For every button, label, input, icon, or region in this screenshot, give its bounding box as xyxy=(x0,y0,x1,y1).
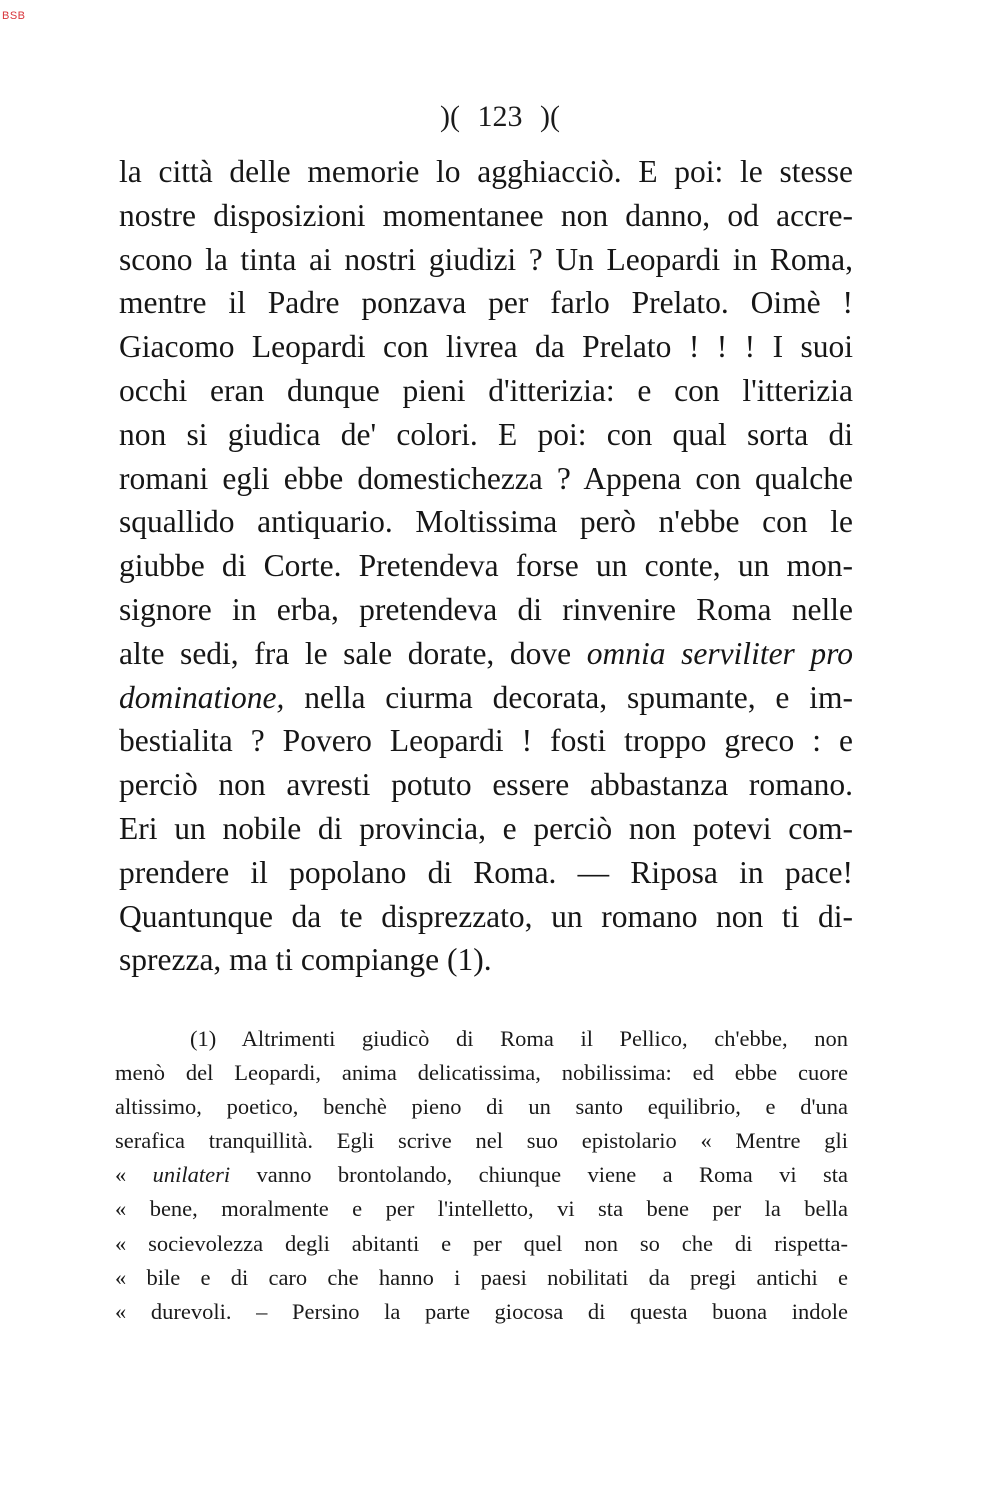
text-line: non si giudica de' colori. E poi: con qual sorta di xyxy=(119,416,853,452)
footnote-line: altissimo, poetico, benchè pieno di un santo equilibrio, e d'una xyxy=(115,1094,848,1120)
text-line: bestialita ? Povero Leopardi ! fosti troppo greco : e xyxy=(119,723,853,759)
footnote-line: (1) Altrimenti giudicò di Roma il Pellico, ch'ebbe, non xyxy=(190,1026,848,1051)
footnote-line: serafica tranquillità. Egli scrive nel suo epistolario « Mentre gli xyxy=(115,1128,848,1154)
text-line: scono la tinta ai nostri giudizi ? Un Leopardi in Roma, xyxy=(119,241,853,277)
text-line: Giacomo Leopardi con livrea da Prelato ! ! ! I suoi xyxy=(119,329,853,365)
main-paragraph xyxy=(119,150,853,982)
page-number: 123 xyxy=(477,100,523,133)
text-line: la città delle memorie lo agghiacciò. E poi: le stesse xyxy=(119,154,853,189)
footnote-line: « socievolezza degli abitanti e per quel non so che di rispetta- xyxy=(115,1230,848,1256)
text-line: alte sedi, fra le sale dorate, dove omnia serviliter pro xyxy=(119,635,853,671)
header-ornament-left: )( xyxy=(440,100,460,133)
footnote-line: « durevoli. – Persino la parte giocosa di questa buona indole xyxy=(115,1298,848,1324)
library-watermark: BSB xyxy=(2,10,26,22)
text-line: signore in erba, pretendeva di rinvenire Roma nelle xyxy=(119,591,853,627)
text-line: perciò non avresti potuto essere abbastanza romano. xyxy=(119,767,853,803)
text-line: squallido antiquario. Moltissima però n'ebbe con le xyxy=(119,504,853,540)
latin-quote: omnia serviliter pro xyxy=(586,635,853,671)
text-line: Quantunque da te disprezzato, un romano non ti di- xyxy=(119,898,853,934)
text-line: nostre disposizioni momentanee non danno, od accre- xyxy=(119,197,853,233)
footnote-line: « unilateri vanno brontolando, chiunque viene a Roma vi sta xyxy=(115,1162,848,1188)
footnote-line: « bile e di caro che hanno i paesi nobilitati da pregi antichi e xyxy=(115,1264,848,1290)
footnote xyxy=(115,1022,848,1329)
text-line: Eri un nobile di provincia, e perciò non potevi com- xyxy=(119,810,853,846)
footnote-line: menò del Leopardi, anima delicatissima, nobilissima: ed ebbe cuore xyxy=(115,1060,848,1086)
text-line: occhi eran dunque pieni d'itterizia: e con l'itterizia xyxy=(119,372,853,408)
page-header xyxy=(0,100,1000,134)
header-ornament-right: )( xyxy=(540,100,560,133)
italic-term: unilateri xyxy=(152,1162,231,1188)
text-line: sprezza, ma ti compiange (1). xyxy=(119,942,492,978)
footnote-line: « bene, moralmente e per l'intelletto, vi sta bene per la bella xyxy=(115,1196,848,1222)
text-line: mentre il Padre ponzava per farlo Prelato. Oimè ! xyxy=(119,285,853,321)
text-line: giubbe di Corte. Pretendeva forse un conte, un mon- xyxy=(119,548,853,584)
latin-quote: dominatione, xyxy=(119,679,285,715)
text-line: prendere il popolano di Roma. — Riposa in pace! xyxy=(119,854,853,890)
text-line: dominatione, nella ciurma decorata, spumante, e im- xyxy=(119,679,853,715)
text-line: romani egli ebbe domestichezza ? Appena con qualche xyxy=(119,460,853,496)
